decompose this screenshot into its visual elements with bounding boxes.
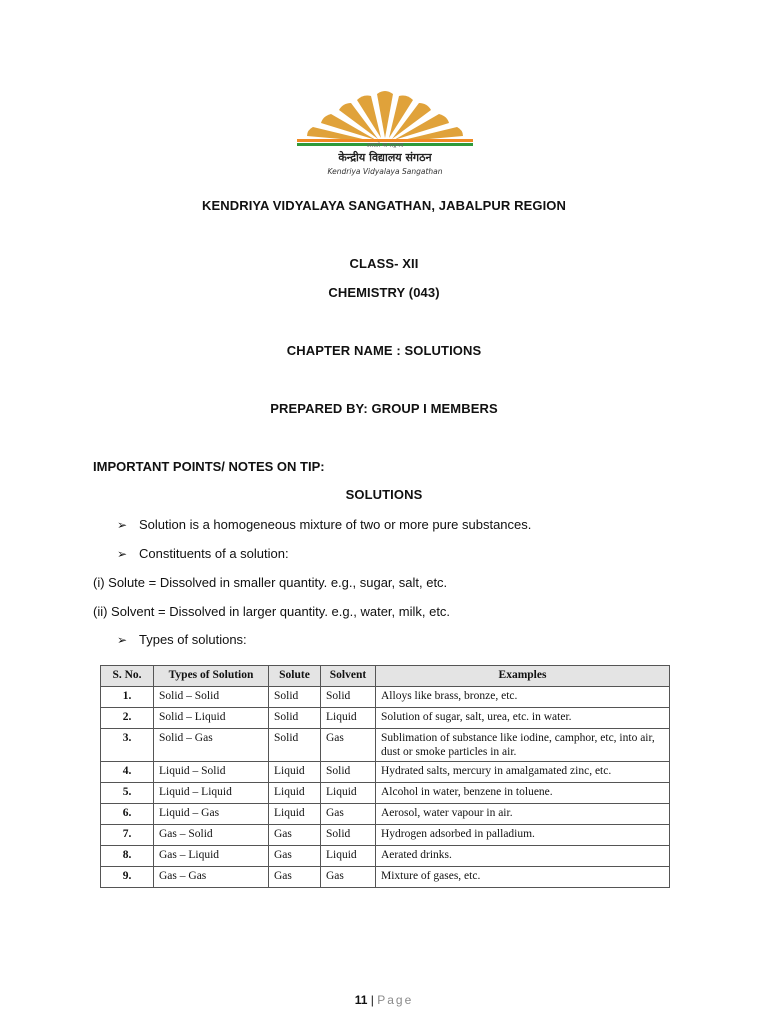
header-examples: Examples <box>376 666 670 687</box>
table-row <box>101 729 670 762</box>
cell-example: Alloys like brass, bronze, etc. <box>376 687 670 708</box>
cell-type: Solid – Gas <box>154 729 269 762</box>
cell-solvent: Liquid <box>321 708 376 729</box>
cell-solvent: Solid <box>321 687 376 708</box>
solution-types-table <box>100 665 670 888</box>
cell-sno: 4. <box>101 762 154 783</box>
cell-solvent: Gas <box>321 729 376 762</box>
cell-solute: Liquid <box>269 804 321 825</box>
cell-type: Liquid – Liquid <box>154 783 269 804</box>
table-row <box>101 687 670 708</box>
cell-type: Liquid – Solid <box>154 762 269 783</box>
cell-solvent: Solid <box>321 762 376 783</box>
cell-sno: 3. <box>101 729 154 762</box>
bullet-item <box>117 546 289 561</box>
bullet-item <box>117 517 531 532</box>
cell-sno: 7. <box>101 825 154 846</box>
cell-type: Gas – Gas <box>154 867 269 888</box>
table-row <box>101 762 670 783</box>
table-row <box>101 708 670 729</box>
cell-sno: 2. <box>101 708 154 729</box>
page-footer <box>0 993 768 1007</box>
table-row <box>101 867 670 888</box>
table-row <box>101 846 670 867</box>
prepared-by: PREPARED BY: GROUP I MEMBERS <box>270 401 498 416</box>
page-number: 11 <box>354 993 368 1007</box>
arrow-bullet-icon: ➢ <box>117 547 128 561</box>
cell-example: Aerated drinks. <box>376 846 670 867</box>
cell-sno: 8. <box>101 846 154 867</box>
footer-separator: | <box>370 993 374 1007</box>
cell-sno: 9. <box>101 867 154 888</box>
solvent-definition: (ii) Solvent = Dissolved in larger quantity. e.g., water, milk, etc. <box>93 604 451 619</box>
chapter-title: CHAPTER NAME : SOLUTIONS <box>286 343 482 358</box>
cell-type: Solid – Solid <box>154 687 269 708</box>
cell-type: Solid – Liquid <box>154 708 269 729</box>
sun-rays-emblem <box>293 86 477 146</box>
cell-example: Alcohol in water, benzene in toluene. <box>376 783 670 804</box>
cell-example: Hydrogen adsorbed in palladium. <box>376 825 670 846</box>
cell-solvent: Liquid <box>321 846 376 867</box>
table-row <box>101 804 670 825</box>
logo-hindi-name: केन्द्रीय विद्यालय संगठन <box>338 151 432 164</box>
bullet-text: Types of solutions: <box>139 632 247 647</box>
solute-definition: (i) Solute = Dissolved in smaller quantity. e.g., sugar, salt, etc. <box>93 575 448 590</box>
cell-example: Hydrated salts, mercury in amalgamated zinc, etc. <box>376 762 670 783</box>
cell-solute: Liquid <box>269 762 321 783</box>
cell-example: Mixture of gases, etc. <box>376 867 670 888</box>
cell-type: Liquid – Gas <box>154 804 269 825</box>
arrow-bullet-icon: ➢ <box>117 633 128 647</box>
table-row <box>101 825 670 846</box>
bullet-text: Constituents of a solution: <box>139 546 289 561</box>
cell-solute: Solid <box>269 708 321 729</box>
bullet-item <box>117 632 247 647</box>
cell-solvent: Liquid <box>321 783 376 804</box>
bullet-text: Solution is a homogeneous mixture of two or more pure substances. <box>139 517 532 532</box>
cell-sno: 1. <box>101 687 154 708</box>
cell-example: Sublimation of substance like iodine, camphor, etc, into air, dust or smoke particles in air. <box>376 729 670 762</box>
header-type: Types of Solution <box>154 666 269 687</box>
header-sno: S. No. <box>101 666 154 687</box>
table-row <box>101 783 670 804</box>
cell-example: Solution of sugar, salt, urea, etc. in water. <box>376 708 670 729</box>
cell-solute: Gas <box>269 846 321 867</box>
organization-title: KENDRIYA VIDYALAYA SANGATHAN, JABALPUR REGION <box>202 198 566 213</box>
class-title: CLASS- XII <box>349 256 419 271</box>
cell-solute: Liquid <box>269 783 321 804</box>
section-title: SOLUTIONS <box>345 487 423 502</box>
header-solute: Solute <box>269 666 321 687</box>
table-header-row <box>101 666 670 687</box>
header-solvent: Solvent <box>321 666 376 687</box>
arrow-bullet-icon: ➢ <box>117 518 128 532</box>
subject-title: CHEMISTRY (043) <box>328 285 440 300</box>
cell-type: Gas – Solid <box>154 825 269 846</box>
cell-solute: Solid <box>269 687 321 708</box>
cell-sno: 5. <box>101 783 154 804</box>
logo-english-name: Kendriya Vidyalaya Sangathan <box>327 167 443 176</box>
cell-type: Gas – Liquid <box>154 846 269 867</box>
cell-solute: Gas <box>269 867 321 888</box>
kvs-logo <box>293 86 477 186</box>
cell-sno: 6. <box>101 804 154 825</box>
logo-motto: असतो मा सद्गमय <box>366 142 404 149</box>
cell-solute: Solid <box>269 729 321 762</box>
cell-solvent: Gas <box>321 867 376 888</box>
cell-solvent: Gas <box>321 804 376 825</box>
page-label: Page <box>377 993 414 1007</box>
notes-heading: IMPORTANT POINTS/ NOTES ON TIP: <box>93 459 325 474</box>
cell-solute: Gas <box>269 825 321 846</box>
cell-solvent: Solid <box>321 825 376 846</box>
cell-example: Aerosol, water vapour in air. <box>376 804 670 825</box>
